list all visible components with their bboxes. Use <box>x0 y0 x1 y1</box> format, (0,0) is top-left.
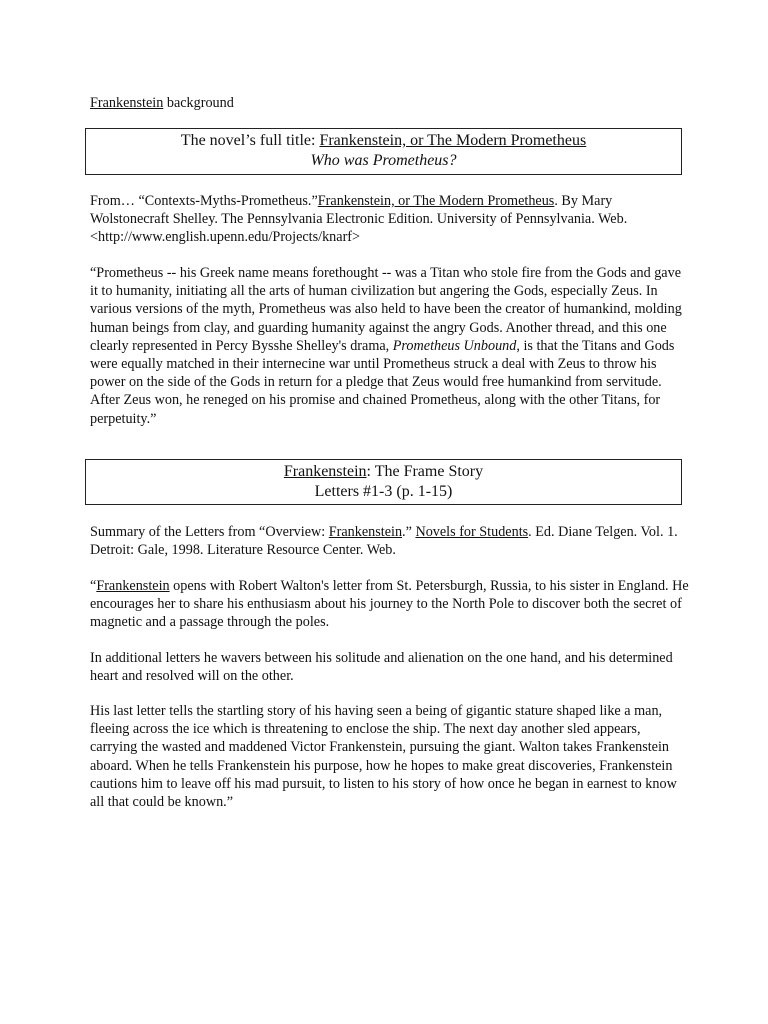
summary-paragraph-2: In additional letters he wavers between his solitude and alienation on the one hand, and his determined heart and resolved will on the other. <box>90 650 673 685</box>
heading-rest: background <box>163 95 234 111</box>
para1-prefix: “ <box>90 578 97 594</box>
citation2-prefix: Summary of the Letters from “Overview: <box>90 524 329 540</box>
title-box-line1 <box>86 131 681 151</box>
title-box-question: Who was Prometheus? <box>310 152 457 169</box>
para1-title: Frankenstein <box>96 578 170 594</box>
citation-overview <box>90 523 690 559</box>
quote1-part2: , is that the Titans and Gods were equally matched in their internecine war until Prometheus struck a deal with Zeus to throw his power on the side of the Gods in return for a pledge that Zeus would free humankind from servitude. After Zeus won, he reneged on his promise and chained Prometheus, along with the other Titans, for perpetuity.” <box>90 337 675 427</box>
citation1-prefix: From… “Contexts-Myths-Prometheus.” <box>90 193 318 209</box>
frame-box-rest: : The Frame Story <box>366 463 484 480</box>
frame-box-letters: Letters #1-3 (p. 1-15) <box>314 483 453 500</box>
frame-box-line1 <box>86 462 681 482</box>
citation-prometheus <box>90 192 690 247</box>
citation1-title: Frankenstein, or The Modern Prometheus <box>317 193 555 209</box>
citation2-title: Frankenstein <box>328 524 403 540</box>
para1-rest: opens with Robert Walton's letter from St. Petersburgh, Russia, to his sister in England. He encourages her to share his enthusiasm about his journey to the North Pole to discover both the secret of magnetic and a passage through the poles. <box>90 578 689 631</box>
title-box-prefix: The novel’s full title: <box>180 132 320 149</box>
citation2-mid: .” <box>402 524 416 540</box>
page-heading <box>90 94 690 112</box>
frame-box-title: Frankenstein <box>283 463 367 480</box>
quote1-italic-title: Prometheus Unbound <box>392 337 517 354</box>
title-box <box>85 128 682 175</box>
citation1-rest: . By Mary Wolstonecraft Shelley. The Pennsylvania Electronic Edition. University of Pennsylvania. Web. <http://www.english.upenn.edu/Projects/knarf> <box>90 193 628 246</box>
quote1-part1: “Prometheus -- his Greek name means forethought -- was a Titan who stole fire from the Gods and gave it to humanity, initiating all the arts of human civilization but angering the Gods, especially Zeus. In various versions of the myth, Prometheus was also held to have been the creator of humankind, molding human beings from clay, and guarding humanity against the angry Gods. Another thread, and this one clearly represented in Percy Bysshe Shelley's drama, <box>90 265 682 354</box>
frame-story-box <box>85 459 682 505</box>
citation2-source: Novels for Students <box>415 524 529 540</box>
citation2-rest: . Ed. Diane Telgen. Vol. 1. Detroit: Gale, 1998. Literature Resource Center. Web. <box>90 524 678 559</box>
heading-title: Frankenstein <box>90 95 164 111</box>
summary-paragraph-1 <box>90 577 690 632</box>
title-box-novel-title: Frankenstein, or The Modern Prometheus <box>319 132 587 149</box>
prometheus-quote <box>90 264 690 428</box>
summary-paragraph-3: His last letter tells the startling story of his having seen a being of gigantic stature shaped like a man, fleeing across the ice which is threatening to enclose the ship. The next day another sled appears, carrying the wasted and maddened Victor Frankenstein, pursuing the giant. Walton takes Frankenstein aboard. When he tells Frankenstein his purpose, how he hopes to make great discoveries, Frankenstein cautions him to leave off his mad pursuit, to listen to his story of how once he began in earnest to know all that could be known.” <box>90 703 677 811</box>
